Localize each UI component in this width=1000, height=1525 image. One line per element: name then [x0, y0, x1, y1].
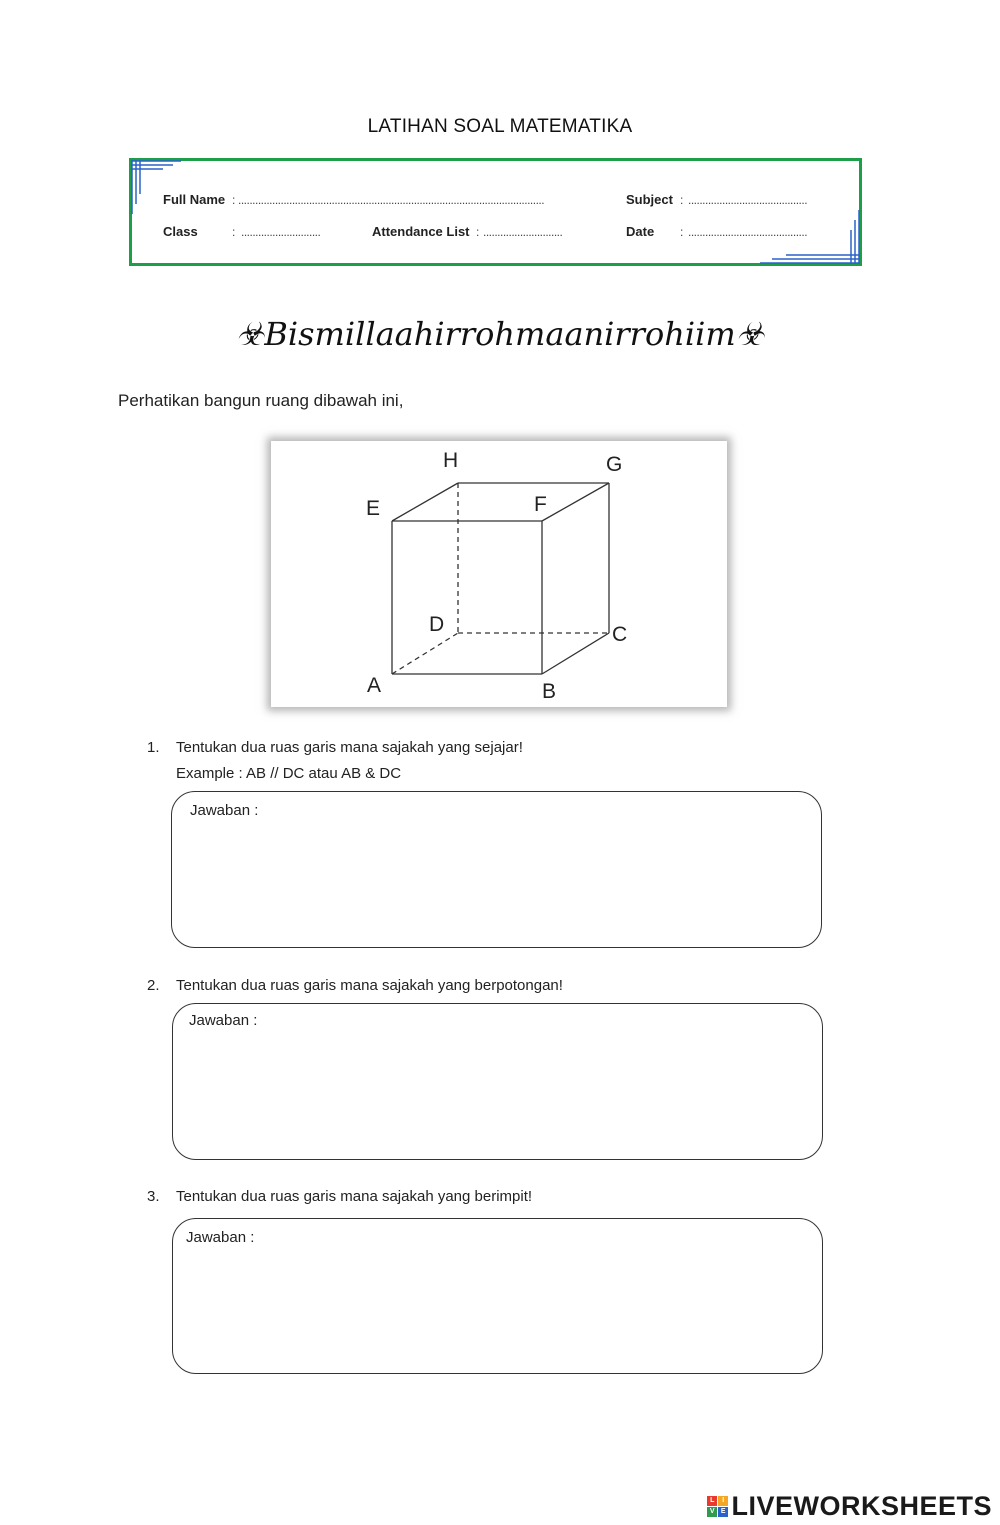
- subject-label: Subject: [626, 192, 673, 207]
- subject-field[interactable]: ..........................................: [688, 193, 808, 207]
- question-1-text: Tentukan dua ruas garis mana sajakah yang sejajar!: [176, 739, 523, 756]
- vertex-label-c: C: [612, 623, 628, 646]
- edge-eh: [392, 483, 458, 521]
- attendance-label: Attendance List: [372, 224, 470, 239]
- vertex-label-g: G: [606, 453, 623, 476]
- answer-box-3: [172, 1218, 823, 1374]
- edge-ad: [392, 633, 458, 674]
- question-1-number: 1.: [147, 739, 160, 756]
- class-field[interactable]: ............................: [241, 225, 321, 239]
- vertex-label-a: A: [367, 674, 382, 697]
- bismillah-heading: ☣Bismillaahirrohmaanirrohiim☣: [235, 315, 765, 353]
- question-2-text: Tentukan dua ruas garis mana sajakah yang berpotongan!: [176, 977, 563, 994]
- question-2-number: 2.: [147, 977, 160, 994]
- date-label: Date: [626, 224, 655, 239]
- liveworksheets-mark-icon: [707, 1496, 728, 1517]
- subject-colon: :: [680, 193, 683, 207]
- worksheet-title: LATIHAN SOAL MATEMATIKA: [367, 116, 633, 137]
- student-info-box: [129, 158, 862, 266]
- full-name-field[interactable]: ............................................................................................................: [238, 193, 545, 207]
- answer-box-1: [171, 791, 822, 948]
- cube-diagram: [271, 441, 727, 707]
- mark-letter-v: V: [707, 1507, 717, 1517]
- question-3-number: 3.: [147, 1188, 160, 1205]
- class-colon: :: [232, 225, 235, 239]
- edge-bc: [542, 633, 609, 674]
- vertex-label-h: H: [443, 449, 459, 472]
- answer-2-input[interactable]: [189, 1036, 803, 1150]
- answer-1-label: Jawaban :: [190, 802, 259, 819]
- vertex-label-e: E: [366, 497, 381, 520]
- full-name-colon: :: [232, 193, 235, 207]
- attendance-colon: :: [476, 225, 479, 239]
- vertex-label-d: D: [429, 613, 445, 636]
- cube-figure: [271, 441, 727, 707]
- intro-text: Perhatikan bangun ruang dibawah ini,: [118, 391, 404, 410]
- answer-box-2: [172, 1003, 823, 1160]
- mark-letter-l: L: [707, 1496, 717, 1506]
- vertex-label-b: B: [542, 680, 557, 703]
- liveworksheets-logo: [707, 1491, 992, 1522]
- question-1-example: Example : AB // DC atau AB & DC: [176, 765, 402, 782]
- answer-2-label: Jawaban :: [189, 1012, 258, 1029]
- class-label: Class: [163, 224, 198, 239]
- answer-3-input[interactable]: [186, 1253, 802, 1367]
- edge-fg: [542, 483, 609, 521]
- full-name-label: Full Name: [163, 192, 226, 207]
- attendance-field[interactable]: ............................: [483, 225, 563, 239]
- answer-1-input[interactable]: [190, 826, 804, 940]
- vertex-label-f: F: [534, 493, 547, 516]
- mark-letter-e: E: [718, 1507, 728, 1517]
- answer-3-label: Jawaban :: [186, 1229, 255, 1246]
- corner-decoration-top-left-icon: [129, 158, 189, 218]
- date-colon: :: [680, 225, 683, 239]
- mark-letter-i: I: [718, 1496, 728, 1506]
- date-field[interactable]: ..........................................: [688, 225, 808, 239]
- logo-text: LIVEWORKSHEETS: [731, 1491, 992, 1521]
- question-3-text: Tentukan dua ruas garis mana sajakah yang berimpit!: [176, 1188, 533, 1205]
